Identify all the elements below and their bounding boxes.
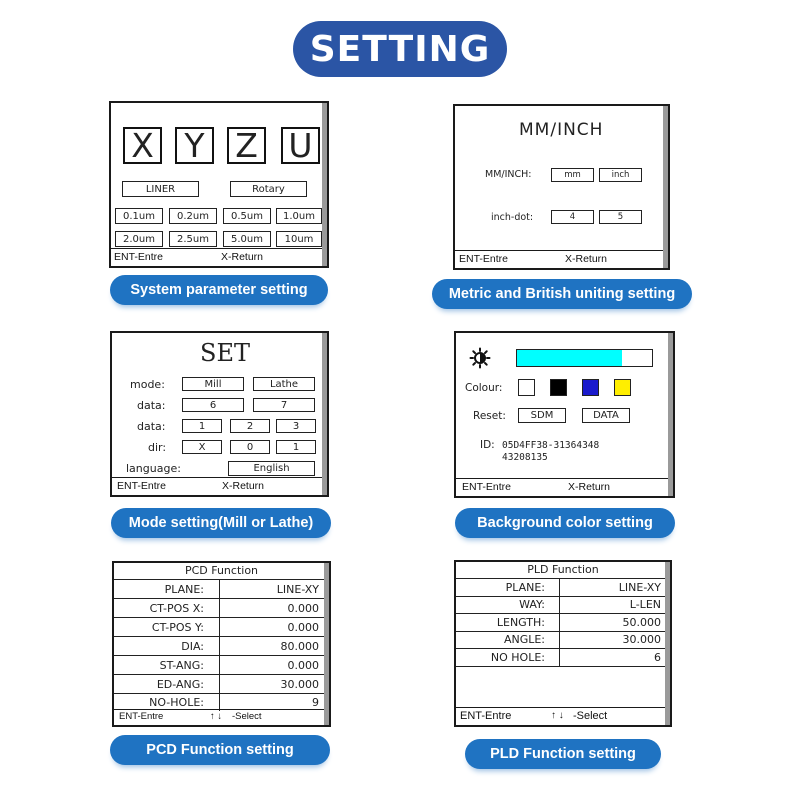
resolution-option[interactable]: 0.2um [169,208,217,224]
colour-label: Colour: [465,382,503,394]
mode-screen [110,331,329,497]
swatch-white[interactable] [518,379,535,396]
pld-screen [454,560,672,727]
row-value: 30.000 [622,633,661,647]
row-key: NO-HOLE: [149,696,204,709]
swatch-blue[interactable] [582,379,599,396]
system-parameter-screen [109,101,329,268]
resolution-option[interactable]: 1.0um [276,208,322,224]
enter-hint: ENT-Entre [119,711,164,722]
resolution-option[interactable]: 5.0um [223,231,271,247]
screen-footer [456,707,670,725]
row-value: LINE-XY [618,580,661,594]
brightness-slider[interactable] [516,349,653,367]
reset-sdm-button[interactable]: SDM [518,408,566,423]
enter-hint: ENT-Entre [114,251,164,263]
screen-footer [112,477,327,495]
reset-label: Reset: [473,410,506,422]
pld-caption: PLD Function setting [465,739,661,769]
row-key: NO HOLE: [490,650,545,664]
device-id-line2: 43208135 [502,452,548,463]
table-row[interactable] [456,579,670,597]
enter-hint: ENT-Entre [117,480,167,492]
background-screen [454,331,675,498]
swatch-yellow[interactable] [614,379,631,396]
axis-y-button[interactable]: Y [175,127,214,164]
enter-hint: ENT-Entre [460,710,512,722]
pcd-screen [112,561,331,727]
resolution-option[interactable]: 0.5um [223,208,271,224]
data-field[interactable]: 1 [182,419,222,433]
row-value: 9 [312,696,319,709]
brightness-fill [517,350,622,366]
dir-field[interactable]: X [182,440,222,454]
dir-field[interactable]: 1 [276,440,316,454]
set-heading: SET [200,339,250,367]
mill-option[interactable]: Mill [182,377,244,391]
metric-screen [453,104,670,270]
resolution-option[interactable]: 2.0um [115,231,163,247]
screen-footer [456,478,673,496]
table-row[interactable] [456,597,670,615]
mm-option[interactable]: mm [551,168,594,182]
table-row[interactable] [456,649,670,667]
mm-inch-label: MM/INCH: [485,169,532,180]
row-key: LENGTH: [496,615,545,629]
row-key: WAY: [519,598,545,612]
data-field[interactable]: 3 [276,419,316,433]
row-value: 30.000 [280,677,319,691]
row-value: 80.000 [280,639,319,653]
screen-footer [455,250,668,268]
row-key: PLANE: [505,580,545,594]
resolution-option[interactable]: 0.1um [115,208,163,224]
rotary-mode-button[interactable]: Rotary [230,181,307,197]
enter-hint: ENT-Entre [459,253,509,265]
mm-inch-heading: MM/INCH [519,120,604,140]
dir-field[interactable]: 0 [230,440,270,454]
table-row[interactable] [114,637,329,656]
axis-u-button[interactable]: U [281,127,320,164]
pcd-caption: PCD Function setting [110,735,330,765]
data-field[interactable]: 7 [253,398,315,412]
row-key: ED-ANG: [156,677,204,691]
arrow-keys-icon: ↑ ↓ [551,710,564,721]
data-field[interactable]: 6 [182,398,244,412]
mode-caption: Mode setting(Mill or Lathe) [111,508,331,538]
swatch-black[interactable] [550,379,567,396]
pld-title: PLD Function [456,562,670,579]
page-title: SETTING [293,21,507,77]
row-key: ANGLE: [503,633,545,647]
inch-dot-label: inch-dot: [491,212,534,223]
reset-data-button[interactable]: DATA [582,408,630,423]
table-row[interactable] [114,599,329,618]
language-label: language: [126,462,181,475]
return-hint: X-Return [568,481,611,493]
data-label: data: [137,399,166,412]
mode-label: mode: [130,378,165,391]
row-value: 0.000 [287,620,319,634]
inch-dot-option[interactable]: 5 [599,210,642,224]
select-hint: -Select [573,710,608,722]
screen-footer [111,248,327,266]
liner-mode-button[interactable]: LINER [122,181,199,197]
inch-option[interactable]: inch [599,168,642,182]
select-hint: -Select [232,711,262,722]
return-hint: X-Return [222,480,265,492]
inch-dot-option[interactable]: 4 [551,210,594,224]
system-parameter-caption: System parameter setting [110,275,328,305]
return-hint: X-Return [221,251,264,263]
data-field[interactable]: 2 [230,419,270,433]
table-row[interactable] [456,614,670,632]
table-row[interactable] [114,618,329,637]
metric-caption: Metric and British uniting setting [432,279,692,309]
lathe-option[interactable]: Lathe [253,377,315,391]
background-caption: Background color setting [455,508,675,538]
screen-footer [114,709,329,725]
sun-icon [469,347,491,369]
axis-x-button[interactable]: X [123,127,162,164]
data-label: data: [137,420,166,433]
device-id-line1: 05D4FF38-31364348 [502,440,600,451]
row-value: 50.000 [622,615,661,629]
table-row[interactable] [114,675,329,694]
enter-hint: ENT-Entre [462,481,512,493]
row-value: 6 [654,650,661,664]
row-key: ST-ANG: [159,658,204,672]
row-value: L-LEN [629,598,661,612]
row-value: 0.000 [287,658,319,672]
axis-z-button[interactable]: Z [227,127,266,164]
row-key: PLANE: [164,582,204,596]
row-value: LINE-XY [276,582,319,596]
row-key: DIA: [181,639,204,653]
table-row[interactable] [456,632,670,650]
resolution-option[interactable]: 10um [276,231,322,247]
resolution-option[interactable]: 2.5um [169,231,217,247]
id-label: ID: [480,439,495,451]
language-field[interactable]: English [228,461,315,476]
table-row[interactable] [114,656,329,675]
arrow-keys-icon: ↑ ↓ [210,711,223,722]
pcd-title: PCD Function [114,563,329,580]
row-key: CT-POS Y: [151,620,204,634]
row-value: 0.000 [287,601,319,615]
dir-label: dir: [148,441,167,454]
row-key: CT-POS X: [149,601,204,615]
return-hint: X-Return [565,253,608,265]
table-row[interactable] [114,580,329,599]
